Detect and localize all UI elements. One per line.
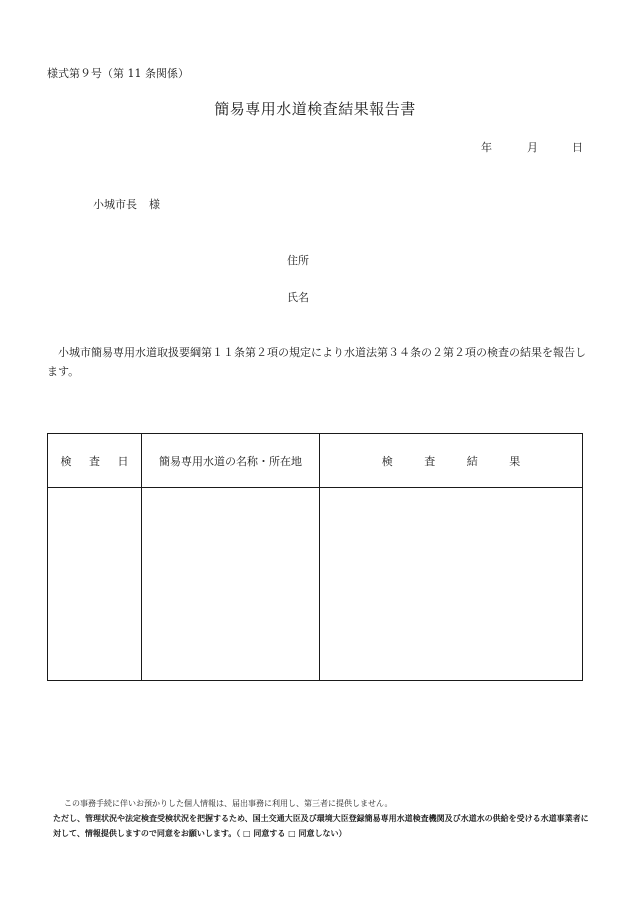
table-row xyxy=(48,488,583,681)
cell-inspection-result[interactable] xyxy=(320,488,583,681)
privacy-notice-line: この事務手続に伴いお預かりした個人情報は、届出事務に利用し、第三者に提供しません。 xyxy=(64,799,393,808)
addressee-name: 小城市長 xyxy=(93,198,137,211)
document-title: 簡易専用水道検査結果報告書 xyxy=(214,100,416,118)
name-label: 氏名 xyxy=(287,291,309,304)
addressee-honorific: 様 xyxy=(149,198,160,211)
header-inspection-result: 検 査 結 果 xyxy=(320,434,583,488)
date-year-label: 年 xyxy=(481,141,492,154)
address-label: 住所 xyxy=(287,254,309,267)
date-month-label: 月 xyxy=(527,141,538,154)
inspection-result-table xyxy=(47,433,583,681)
header-facility-name-location: 簡易専用水道の名称・所在地 xyxy=(142,434,320,488)
table-header-row xyxy=(48,434,583,488)
date-day-label: 日 xyxy=(572,141,583,154)
header-inspection-date: 検 査 日 xyxy=(48,434,142,488)
privacy-notice xyxy=(47,796,592,841)
form-number: 様式第９号（第 11 条関係） xyxy=(47,67,189,80)
cell-inspection-date[interactable] xyxy=(48,488,142,681)
report-statement: 小城市簡易専用水道取扱要綱第１１条第２項の規定により水道法第３４条の２第２項の検査の結果を報告します。 xyxy=(47,346,586,378)
consent-request: ただし、管理状況や法定検査受検状況を把握するため、国土交通大臣及び環境大臣登録簡易専用水道検査機関及び水道水の供給を受ける水道事業者に対して、情報提供しますので同意をお願いします。（ □ 同意する □ 同意しない） xyxy=(53,814,589,838)
cell-facility-name-location[interactable] xyxy=(142,488,320,681)
addressee xyxy=(93,196,160,212)
